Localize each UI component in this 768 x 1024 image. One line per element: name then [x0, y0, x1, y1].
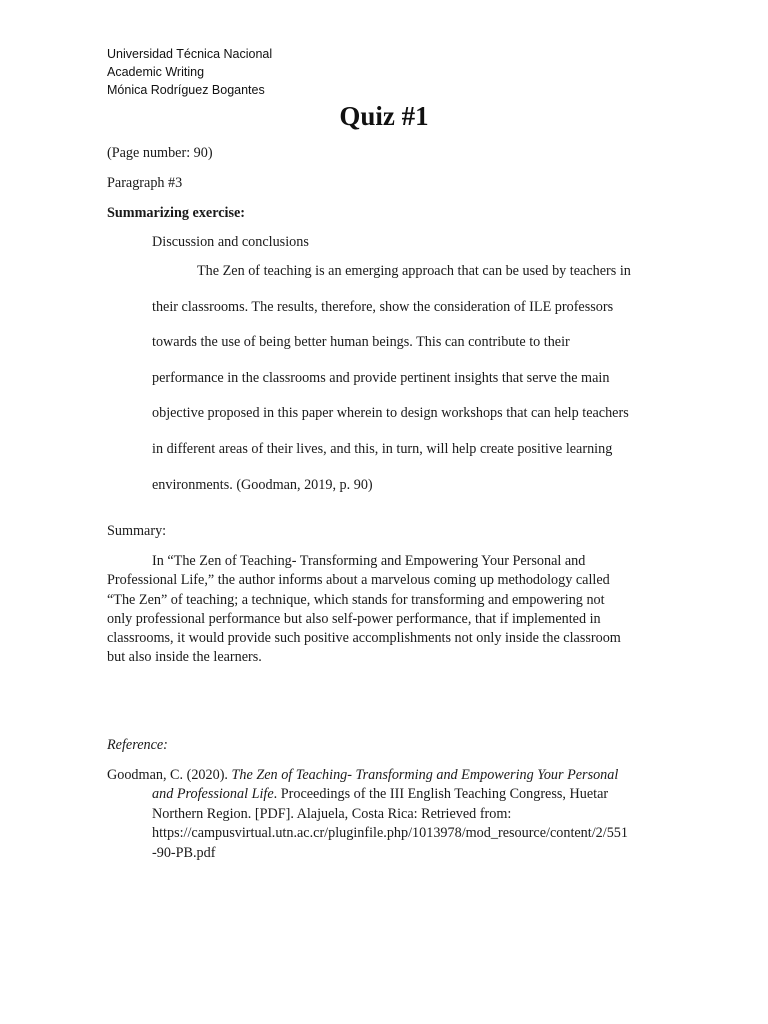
university-name: Universidad Técnica Nacional: [107, 47, 273, 61]
summary-line: “The Zen” of teaching; a technique, which stands for transforming and empowering not: [107, 591, 605, 608]
summary-line: In “The Zen of Teaching- Transforming and Empowering Your Personal and: [152, 553, 586, 569]
reference-title-part2: and Professional Life: [152, 786, 274, 803]
reference-label: Reference:: [107, 737, 168, 753]
course-name: Academic Writing: [107, 65, 205, 79]
reference-url-line-end: -90-PB.pdf: [152, 844, 216, 861]
page-title: Quiz #1: [339, 101, 429, 131]
quoted-line: environments. (Goodman, 2019, p. 90): [152, 476, 373, 493]
reference-title-part1: The Zen of Teaching- Transforming and Empowering Your Personal: [231, 767, 619, 783]
reference-entry: [107, 766, 667, 863]
summary-line: but also inside the learners.: [107, 649, 262, 666]
quoted-line: in different areas of their lives, and this, in turn, will help create positive learning: [152, 440, 613, 457]
section-heading: Discussion and conclusions: [152, 234, 309, 250]
document-header: [107, 45, 272, 99]
quoted-line: The Zen of teaching is an emerging approach that can be used by teachers in: [197, 263, 631, 279]
quoted-line: performance in the classrooms and provide pertinent insights that serve the main: [152, 369, 610, 386]
quoted-line: objective proposed in this paper wherein to design workshops that can help teachers: [152, 405, 629, 422]
quoted-paragraph: [152, 262, 672, 511]
reference-line-2: [107, 785, 667, 804]
reference-proceedings: . Proceedings of the III English Teaching Congress, Huetar: [273, 786, 609, 803]
quoted-line: towards the use of being better human beings. This can contribute to their: [152, 334, 570, 351]
author-name: Mónica Rodríguez Bogantes: [107, 83, 265, 97]
exercise-heading: Summarizing exercise:: [107, 205, 246, 221]
paragraph-number-text: Paragraph #3: [107, 175, 183, 191]
summary-line: Professional Life,” the author informs about a marvelous coming up methodology called: [107, 572, 610, 589]
quoted-line: their classrooms. The results, therefore, show the consideration of ILE professors: [152, 298, 614, 315]
summary-line: classrooms, it would provide such positive accomplishments not only inside the classroom: [107, 630, 621, 647]
summary-line: only professional performance but also self-power performance, that if implemented in: [107, 610, 601, 627]
reference-url-line: https://campusvirtual.utn.ac.cr/pluginfile.php/1013978/mod_resource/content/2/551: [152, 825, 628, 842]
summary-label: Summary:: [107, 523, 167, 539]
summary-paragraph: [107, 552, 667, 668]
reference-line-1: [107, 766, 667, 785]
reference-line-3: Northern Region. [PDF]. Alajuela, Costa Rica: Retrieved from:: [152, 805, 512, 822]
page-number-text: (Page number: 90): [107, 145, 213, 161]
reference-author-year: Goodman, C. (2020).: [107, 767, 232, 783]
